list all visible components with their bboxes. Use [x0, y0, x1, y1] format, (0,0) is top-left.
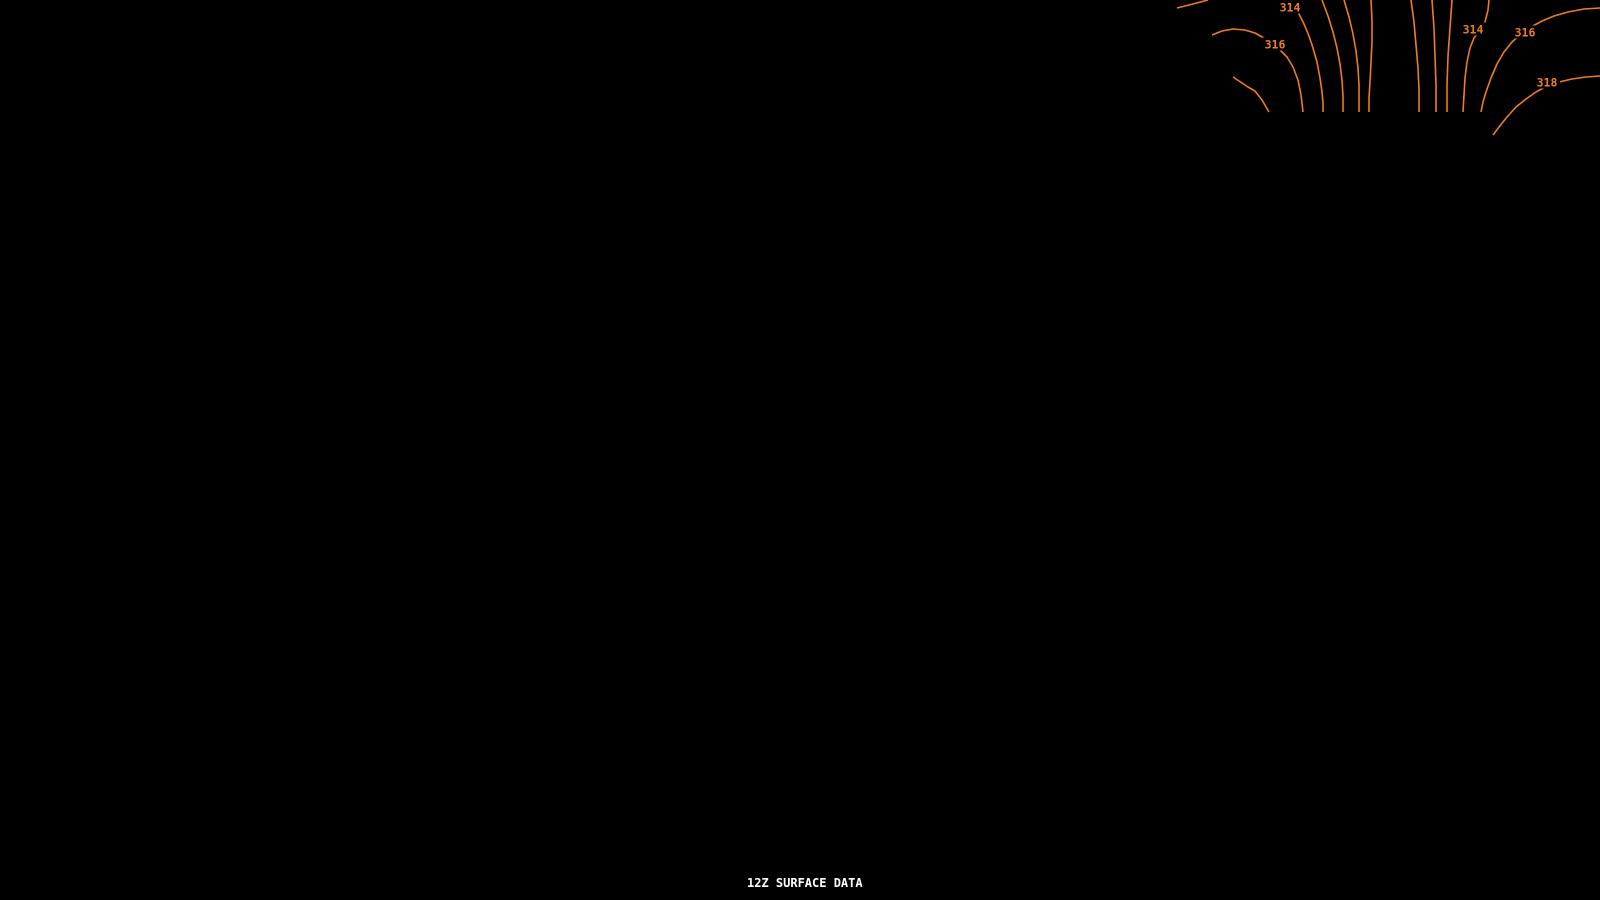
contour-label-group [1262, 1, 1560, 90]
contour-line [1322, 0, 1343, 112]
contour-line [1432, 0, 1436, 112]
contour-line [1344, 0, 1359, 112]
contour-line [1447, 0, 1452, 112]
contour-label: 316 [1514, 25, 1536, 40]
contour-label: 314 [1279, 0, 1301, 15]
contour-group [1177, 0, 1600, 135]
contour-label: 318 [1536, 75, 1558, 90]
contour-line [1293, 3, 1323, 112]
contour-label: 316 [1264, 37, 1286, 52]
contour-line [1177, 0, 1208, 8]
contour-line [1233, 77, 1269, 112]
contour-label: 314 [1462, 22, 1484, 37]
contour-line [1212, 29, 1303, 112]
contour-line [1369, 0, 1372, 112]
status-bar-text: 12Z SURFACE DATA [747, 876, 863, 890]
contour-line [1411, 0, 1419, 112]
contour-line [1481, 8, 1600, 112]
